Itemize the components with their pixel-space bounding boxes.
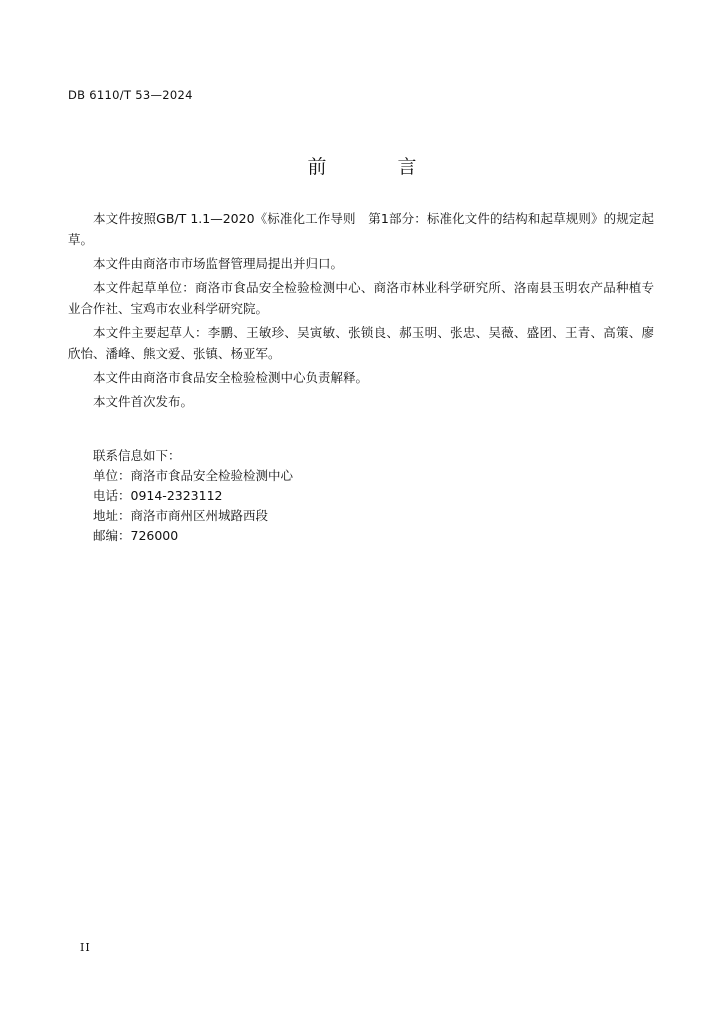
contact-address: 地址：商洛市商州区州城路西段 [93,508,269,523]
contact-info [93,446,293,546]
paragraph-first-release: 本文件首次发布。 [93,394,194,409]
paragraph-drafters: 本文件主要起草人：李鹏、王敏珍、吴寅敏、张锁良、郝玉明、张忠、吴薇、盛团、王青、高策、廖欣怡、潘峰、熊文爱、张镇、杨亚军。 [68,325,654,361]
paragraph-proposer: 本文件由商洛市市场监督管理局提出并归口。 [93,256,344,271]
paragraph-interpretation: 本文件由商洛市食品安全检验检测中心负责解释。 [93,370,369,385]
page-title: 前 言 [307,156,443,178]
foreword-body [68,208,654,415]
contact-unit: 单位：商洛市食品安全检验检测中心 [93,468,294,483]
page-number: II [80,941,91,954]
paragraph-drafting-basis: 本文件按照GB/T 1.1—2020《标准化工作导则 第1部分：标准化文件的结构和起草规则》的规定起草。 [68,211,654,247]
paragraph-drafting-units: 本文件起草单位：商洛市食品安全检验检测中心、商洛市林业科学研究所、洛南县玉明农产品种植专业合作社、宝鸡市农业科学研究院。 [68,280,654,316]
contact-postcode: 邮编：726000 [93,528,179,543]
contact-phone: 电话：0914-2323112 [93,488,223,503]
contact-heading: 联系信息如下： [93,448,181,463]
standard-code: DB 6110/T 53—2024 [68,88,193,102]
